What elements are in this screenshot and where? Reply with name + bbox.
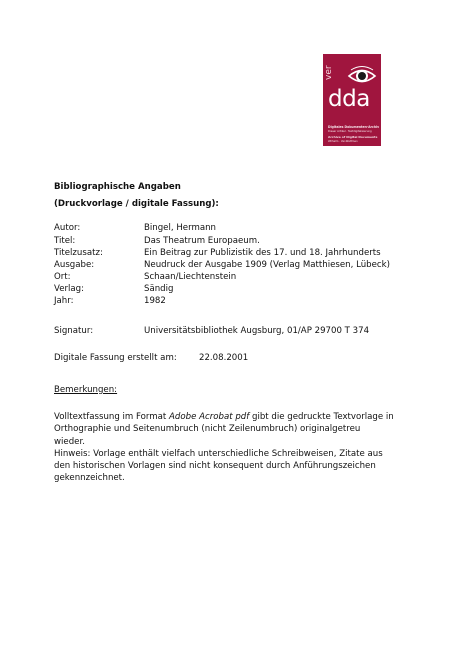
field-label-ort: Ort:	[54, 272, 71, 282]
field-value-verlag: Sändig	[144, 284, 174, 294]
remarks-p1-after: gibt die gedruckte Textvorlage in Orthographie und Seitenumbruch (nicht Zeilenumbruch) originalgetreu wieder.	[54, 412, 394, 447]
logo-wordmark: dda	[328, 86, 370, 112]
logo-subtitle-3: Archive of Digital Documents	[328, 135, 378, 139]
logo-vertical-text: ver	[324, 65, 334, 81]
dda-logo	[323, 54, 381, 146]
logo-subtitle-2: Dieser Artikel · Textdigitalisierung	[328, 130, 372, 133]
heading-line-1: Bibliographische Angaben	[54, 182, 181, 192]
field-label-autor: Autor:	[54, 223, 81, 233]
remarks-heading: Bemerkungen:	[54, 385, 118, 395]
remarks-p1-before: Volltextfassung im Format	[54, 412, 170, 422]
field-value-autor: Bingel, Hermann	[144, 223, 216, 233]
field-label-verlag: Verlag:	[54, 284, 85, 294]
field-value-jahr: 1982	[144, 296, 166, 306]
remarks-body	[54, 411, 394, 485]
heading-line-2: (Druckvorlage / digitale Fassung):	[54, 199, 219, 209]
field-value-ausgabe: Neudruck der Ausgabe 1909 (Verlag Matthiesen, Lübeck)	[144, 260, 390, 270]
field-label-titel: Titel:	[54, 236, 76, 246]
signatur-value: Universitätsbibliothek Augsburg, 01/AP 29700 T 374	[144, 326, 370, 336]
field-value-titel: Das Theatrum Europaeum.	[144, 236, 260, 246]
eye-icon	[347, 64, 377, 88]
digital-date: 22.08.2001	[199, 353, 249, 363]
field-value-titelzusatz: Ein Beitrag zur Publizistik des 17. und 18. Jahrhunderts	[144, 248, 381, 258]
field-label-jahr: Jahr:	[54, 296, 74, 306]
logo-subtitle-4: Wilhelm · Ver-Wettmen	[328, 140, 358, 143]
field-label-ausgabe: Ausgabe:	[54, 260, 95, 270]
digital-label: Digitale Fassung erstellt am:	[54, 353, 177, 363]
signatur-label: Signatur:	[54, 326, 94, 336]
field-value-ort: Schaan/Liechtenstein	[144, 272, 237, 282]
logo-subtitle-1: Digitales Dokumenten-Archiv	[328, 125, 380, 129]
remarks-paragraph-2: Hinweis: Vorlage enthält vielfach unterschiedliche Schreibweisen, Zitate aus den historischen Vorlagen sind nicht konsequent durch Anführungszeichen gekennzeichnet.	[54, 448, 383, 484]
remarks-p1-format: Adobe Acrobat pdf	[169, 412, 250, 422]
remarks-paragraph-1	[54, 411, 394, 448]
field-label-titelzusatz: Titelzusatz:	[54, 248, 103, 258]
